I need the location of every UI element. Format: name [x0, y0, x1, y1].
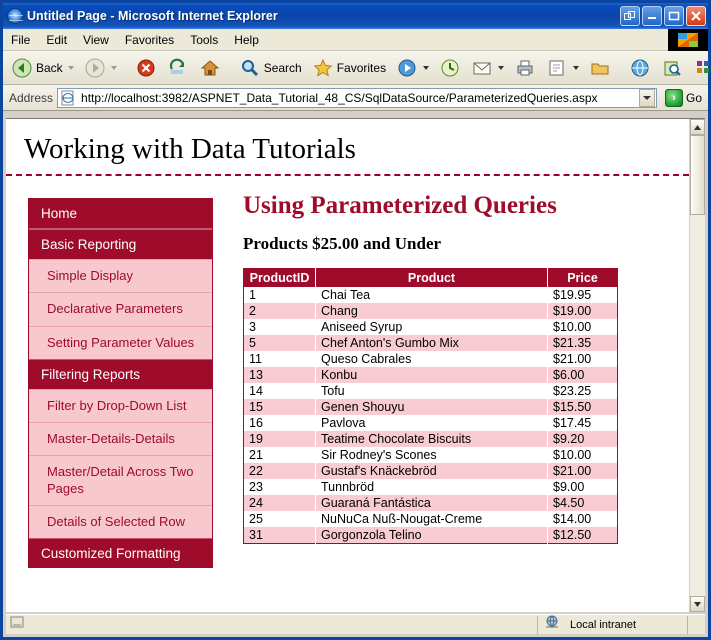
cell-productid: 24 — [244, 495, 316, 511]
table-row — [244, 479, 618, 495]
table-row — [244, 319, 618, 335]
window-title-app: - Microsoft Internet Explorer — [106, 9, 278, 23]
cell-price: $23.25 — [548, 383, 618, 399]
resize-grip[interactable] — [687, 616, 705, 634]
print-icon — [514, 57, 536, 79]
forward-button[interactable] — [80, 55, 121, 81]
table-body — [244, 287, 618, 544]
scroll-track[interactable] — [690, 135, 705, 596]
stop-button[interactable] — [131, 55, 161, 81]
cell-productid: 11 — [244, 351, 316, 367]
media-button[interactable] — [392, 55, 433, 81]
cell-price: $15.50 — [548, 399, 618, 415]
sidebar-item-basic-reporting[interactable]: Basic Reporting — [29, 229, 212, 259]
sidebar-item-details-of-selected-row[interactable]: Details of Selected Row — [29, 505, 212, 538]
cell-productid: 13 — [244, 367, 316, 383]
cell-product: NuNuCa Nuß-Nougat-Creme — [316, 511, 548, 527]
table-row — [244, 511, 618, 527]
go-button[interactable] — [661, 89, 706, 107]
table-row — [244, 287, 618, 303]
cell-price: $4.50 — [548, 495, 618, 511]
address-chevron-down-icon[interactable] — [639, 89, 655, 107]
home-button[interactable] — [195, 55, 225, 81]
column-header-product[interactable]: Product — [316, 269, 548, 288]
back-button[interactable] — [7, 55, 78, 81]
page-area — [6, 118, 705, 612]
cell-product: Genen Shouyu — [316, 399, 548, 415]
home-icon — [199, 57, 221, 79]
menu-help[interactable]: Help — [234, 32, 259, 47]
cell-price: $17.45 — [548, 415, 618, 431]
scroll-thumb[interactable] — [690, 135, 705, 215]
scroll-down-button[interactable] — [690, 596, 705, 612]
cell-productid: 15 — [244, 399, 316, 415]
messenger-button[interactable] — [625, 55, 655, 81]
page-subheading: Products $25.00 and Under — [243, 234, 442, 253]
back-chevron-down-icon[interactable] — [68, 66, 74, 70]
cell-product: Gorgonzola Telino — [316, 527, 548, 544]
cell-product: Tofu — [316, 383, 548, 399]
back-label: Back — [36, 60, 63, 75]
menu-favorites[interactable]: Favorites — [124, 32, 175, 47]
cell-productid: 14 — [244, 383, 316, 399]
page-content — [6, 119, 689, 568]
cell-price: $9.00 — [548, 479, 618, 495]
sidebar-item-declarative-parameters[interactable]: Declarative Parameters — [29, 292, 212, 325]
title-bar — [3, 3, 708, 29]
table-row — [244, 383, 618, 399]
cell-product: Teatime Chocolate Biscuits — [316, 431, 548, 447]
cell-productid: 3 — [244, 319, 316, 335]
history-button[interactable] — [435, 55, 465, 81]
sidebar-item-home[interactable]: Home — [29, 199, 212, 229]
mail-button[interactable] — [467, 55, 508, 81]
cell-productid: 23 — [244, 479, 316, 495]
sidebar-item-filter-by-drop-down-list[interactable]: Filter by Drop-Down List — [29, 389, 212, 422]
table-row — [244, 399, 618, 415]
folder-icon — [589, 57, 611, 79]
sidebar-item-filtering-reports[interactable]: Filtering Reports — [29, 359, 212, 389]
close-button[interactable] — [686, 6, 706, 26]
sidebar-item-customized-formatting[interactable]: Customized Formatting — [29, 538, 212, 568]
address-input-wrapper[interactable] — [57, 88, 657, 108]
favorites-button[interactable] — [308, 55, 390, 81]
star-icon — [312, 57, 334, 79]
menu-edit[interactable]: Edit — [46, 32, 68, 47]
ie-document-icon — [7, 8, 23, 24]
cell-productid: 21 — [244, 447, 316, 463]
page-icon — [60, 90, 76, 106]
grid-icon — [693, 57, 711, 79]
restore-down-button[interactable] — [620, 6, 640, 26]
cell-productid: 2 — [244, 303, 316, 319]
table-row — [244, 335, 618, 351]
sidebar-item-simple-display[interactable]: Simple Display — [29, 259, 212, 292]
cell-productid: 1 — [244, 287, 316, 303]
cell-product: Guaraná Fantástica — [316, 495, 548, 511]
cell-productid: 19 — [244, 431, 316, 447]
search-icon — [239, 57, 261, 79]
menu-tools[interactable]: Tools — [190, 32, 219, 47]
go-label: Go — [685, 90, 702, 105]
extra-button[interactable] — [689, 55, 711, 81]
edit-button[interactable] — [542, 55, 583, 81]
cell-price: $21.00 — [548, 463, 618, 479]
cell-price: $14.00 — [548, 511, 618, 527]
cell-productid: 25 — [244, 511, 316, 527]
forward-chevron-down-icon[interactable] — [111, 66, 117, 70]
table-row — [244, 431, 618, 447]
media-chevron-down-icon[interactable] — [423, 66, 429, 70]
cell-productid: 16 — [244, 415, 316, 431]
messenger-icon — [629, 57, 651, 79]
cell-product: Aniseed Syrup — [316, 319, 548, 335]
status-left — [6, 614, 537, 636]
edit-icon — [546, 57, 568, 79]
research-button[interactable] — [657, 55, 687, 81]
favorites-label: Favorites — [336, 60, 387, 75]
security-zone[interactable] — [537, 616, 687, 634]
menu-bar — [3, 29, 708, 51]
search-label: Search — [263, 60, 302, 75]
cell-product: Sir Rodney's Scones — [316, 447, 548, 463]
cell-price: $19.00 — [548, 303, 618, 319]
table-row — [244, 303, 618, 319]
menu-file[interactable]: File — [11, 32, 31, 47]
cell-price: $6.00 — [548, 367, 618, 383]
cell-productid: 22 — [244, 463, 316, 479]
address-bar — [3, 85, 708, 111]
cell-productid: 5 — [244, 335, 316, 351]
window-title — [27, 9, 278, 23]
search-button[interactable] — [235, 55, 306, 81]
table-row — [244, 463, 618, 479]
forward-arrow-icon — [84, 57, 106, 79]
table-row — [244, 495, 618, 511]
sidebar-item-master-detail-across-two-pages[interactable]: Master/Detail Across Two Pages — [29, 455, 212, 505]
mail-chevron-down-icon[interactable] — [498, 66, 504, 70]
minimize-button[interactable] — [642, 6, 662, 26]
site-navigation — [28, 198, 213, 568]
menu-view[interactable]: View — [83, 32, 109, 47]
refresh-icon — [167, 57, 189, 79]
scroll-up-button[interactable] — [690, 119, 705, 135]
site-banner: Working with Data Tutorials — [6, 129, 689, 176]
table-row — [244, 351, 618, 367]
history-icon — [439, 57, 461, 79]
cell-product: Pavlova — [316, 415, 548, 431]
done-icon — [9, 614, 31, 636]
print-button[interactable] — [510, 55, 540, 81]
cell-price: $12.50 — [548, 527, 618, 544]
windows-logo-icon — [668, 29, 708, 51]
cell-product: Queso Cabrales — [316, 351, 548, 367]
discuss-button[interactable] — [585, 55, 615, 81]
research-icon — [661, 57, 683, 79]
page-heading: Using Parameterized Queries — [243, 192, 557, 219]
security-zone-label: Local intranet — [570, 618, 637, 631]
cell-product: Chef Anton's Gumbo Mix — [316, 335, 548, 351]
main-content — [213, 176, 689, 568]
cell-product: Chai Tea — [316, 287, 548, 303]
maximize-button[interactable] — [664, 6, 684, 26]
go-arrow-icon: › — [665, 89, 683, 107]
cell-product: Tunnbröd — [316, 479, 548, 495]
sidebar-item-setting-parameter-values[interactable]: Setting Parameter Values — [29, 326, 212, 359]
cell-price: $10.00 — [548, 447, 618, 463]
window-title-doc: Untitled Page — [27, 9, 107, 23]
cell-productid: 31 — [244, 527, 316, 544]
column-header-price[interactable]: Price — [548, 269, 618, 288]
products-table — [243, 268, 618, 544]
refresh-button[interactable] — [163, 55, 193, 81]
status-bar — [6, 614, 705, 634]
cell-price: $19.95 — [548, 287, 618, 303]
mail-icon — [471, 57, 493, 79]
column-header-productid[interactable]: ProductID — [244, 269, 316, 288]
cell-product: Chang — [316, 303, 548, 319]
address-input[interactable] — [79, 90, 639, 106]
cell-product: Konbu — [316, 367, 548, 383]
table-header-row — [244, 269, 618, 288]
sidebar-item-master-details-details[interactable]: Master-Details-Details — [29, 422, 212, 455]
cell-product: Gustaf's Knäckebröd — [316, 463, 548, 479]
table-row — [244, 447, 618, 463]
stop-icon — [135, 57, 157, 79]
tool-bar — [3, 51, 708, 85]
edit-chevron-down-icon[interactable] — [573, 66, 579, 70]
cell-price: $10.00 — [548, 319, 618, 335]
cell-price: $9.20 — [548, 431, 618, 447]
intranet-icon — [544, 614, 566, 636]
address-label: Address — [9, 90, 54, 105]
window-controls — [620, 6, 706, 26]
table-row — [244, 415, 618, 431]
back-arrow-icon — [11, 57, 33, 79]
media-icon — [396, 57, 418, 79]
table-row — [244, 367, 618, 383]
page-vertical-scrollbar[interactable] — [689, 119, 705, 612]
page-canvas — [6, 119, 689, 612]
cell-price: $21.35 — [548, 335, 618, 351]
cell-price: $21.00 — [548, 351, 618, 367]
table-row — [244, 527, 618, 544]
